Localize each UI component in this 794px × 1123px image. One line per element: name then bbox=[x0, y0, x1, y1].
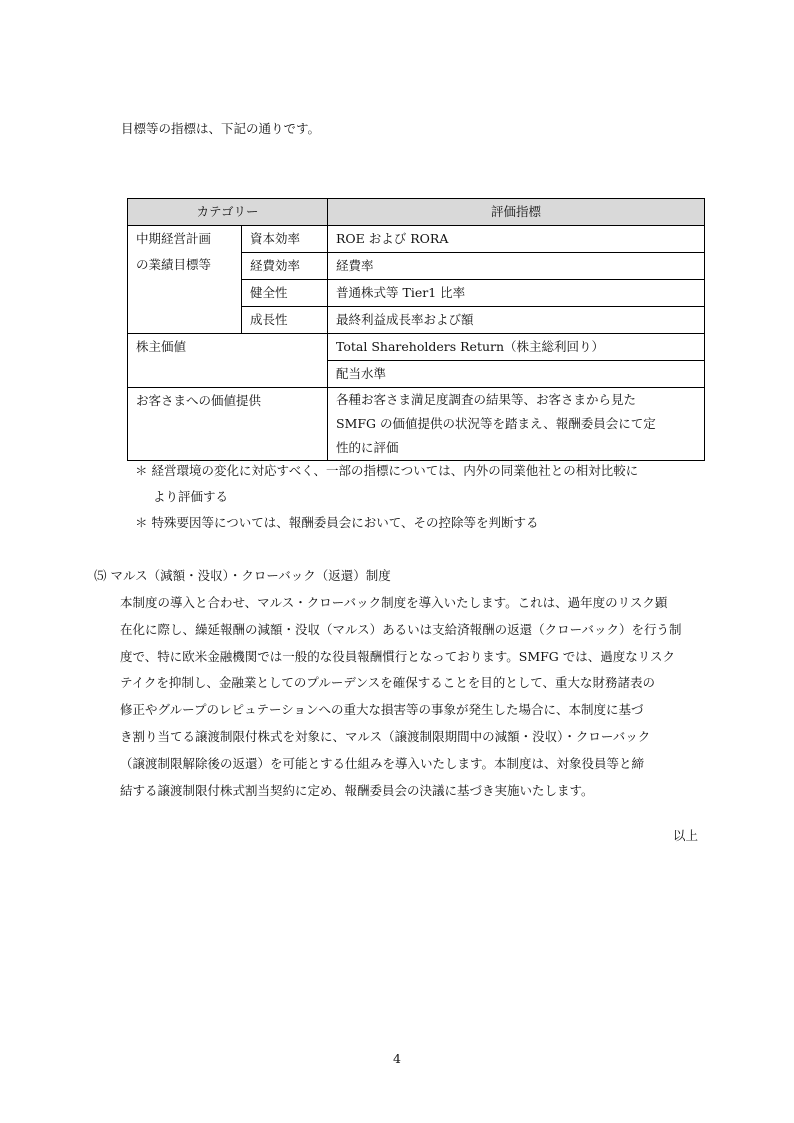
note-line: 経営環境の変化に対応すべく、一部の指標については、内外の同業他社との相対比較に bbox=[151, 463, 639, 478]
header-category: カテゴリー bbox=[128, 199, 328, 226]
body-line: き割り当てる譲渡制限付株式を対象に、マルス（譲渡制限期間中の減額・没収）・クローバック bbox=[120, 728, 651, 744]
note-1-continuation: より評価する bbox=[153, 489, 229, 504]
indicator-line: 各種お客さま満足度調査の結果等、お客さまから見た bbox=[336, 392, 637, 407]
table-row bbox=[128, 226, 705, 253]
indicator-line: 性的に評価 bbox=[336, 440, 399, 455]
group-label-midterm-plan bbox=[128, 226, 242, 334]
note-2 bbox=[135, 513, 539, 531]
body-line: 在化に際し、繰延報酬の減額・没収（マルス）あるいは支給済報酬の返還（クローバック）を行う制 bbox=[120, 621, 682, 637]
note-line: 特殊要因等については、報酬委員会において、その控除等を判断する bbox=[151, 515, 539, 530]
sub-category: 経費効率 bbox=[242, 253, 328, 280]
group-label-line: 中期経営計画 bbox=[136, 231, 212, 246]
group-label-shareholder: 株主価値 bbox=[128, 334, 328, 388]
indicator-cell: Total Shareholders Return（株主総利回り） bbox=[328, 334, 705, 361]
section-heading bbox=[94, 566, 391, 584]
indicator-cell: 普通株式等 Tier1 比率 bbox=[328, 280, 705, 307]
section-number: ⑸ bbox=[94, 568, 107, 583]
indicator-cell: 配当水準 bbox=[328, 361, 705, 388]
note-1 bbox=[135, 461, 638, 479]
sub-category: 資本効率 bbox=[242, 226, 328, 253]
body-line: 本制度の導入と合わせ、マルス・クローバック制度を導入いたします。これは、過年度のリスク顕 bbox=[120, 595, 668, 610]
sub-category: 健全性 bbox=[242, 280, 328, 307]
section-title: マルス（減額・没収）・クローバック（返還）制度 bbox=[110, 568, 391, 583]
table-row bbox=[128, 388, 705, 461]
note-mark: ＊ bbox=[135, 515, 148, 530]
group-label-line: の業績目標等 bbox=[136, 257, 212, 272]
sub-category: 成長性 bbox=[242, 307, 328, 334]
metrics-table bbox=[127, 198, 705, 461]
table-row bbox=[128, 334, 705, 361]
body-line: 修正やグループのレピュテーションへの重大な損害等の事象が発生した場合に、本制度に基づ bbox=[120, 702, 644, 718]
body-line: テイクを抑制し、金融業としてのプルーデンスを確保することを目的として、重大な財務諸表の bbox=[120, 675, 656, 691]
indicator-cell: ROE および RORA bbox=[328, 226, 705, 253]
body-line: 結する譲渡制限付株式割当契約に定め、報酬委員会の決議に基づき実施いたします。 bbox=[120, 782, 594, 798]
body-line: （譲渡制限解除後の返還）を可能とする仕組みを導入いたします。本制度は、対象役員等と締 bbox=[120, 755, 645, 771]
indicator-cell: 最終利益成長率および額 bbox=[328, 307, 705, 334]
indicator-cell: 経費率 bbox=[328, 253, 705, 280]
group-label-customer: お客さまへの価値提供 bbox=[128, 388, 328, 461]
body-line: 度で、特に欧米金融機関では一般的な役員報酬慣行となっております。SMFG では、過度なリスク bbox=[120, 648, 675, 664]
table-header-row bbox=[128, 199, 705, 226]
page-number: 4 bbox=[393, 1051, 401, 1066]
indicator-cell-multiline bbox=[328, 388, 705, 461]
note-mark: ＊ bbox=[135, 463, 148, 478]
header-indicator: 評価指標 bbox=[328, 199, 705, 226]
indicator-line: SMFG の価値提供の状況等を踏まえ、報酬委員会にて定 bbox=[336, 416, 656, 431]
section-body bbox=[120, 590, 704, 804]
closing-mark: 以上 bbox=[672, 828, 698, 843]
intro-text: 目標等の指標は、下記の通りです。 bbox=[121, 121, 321, 136]
